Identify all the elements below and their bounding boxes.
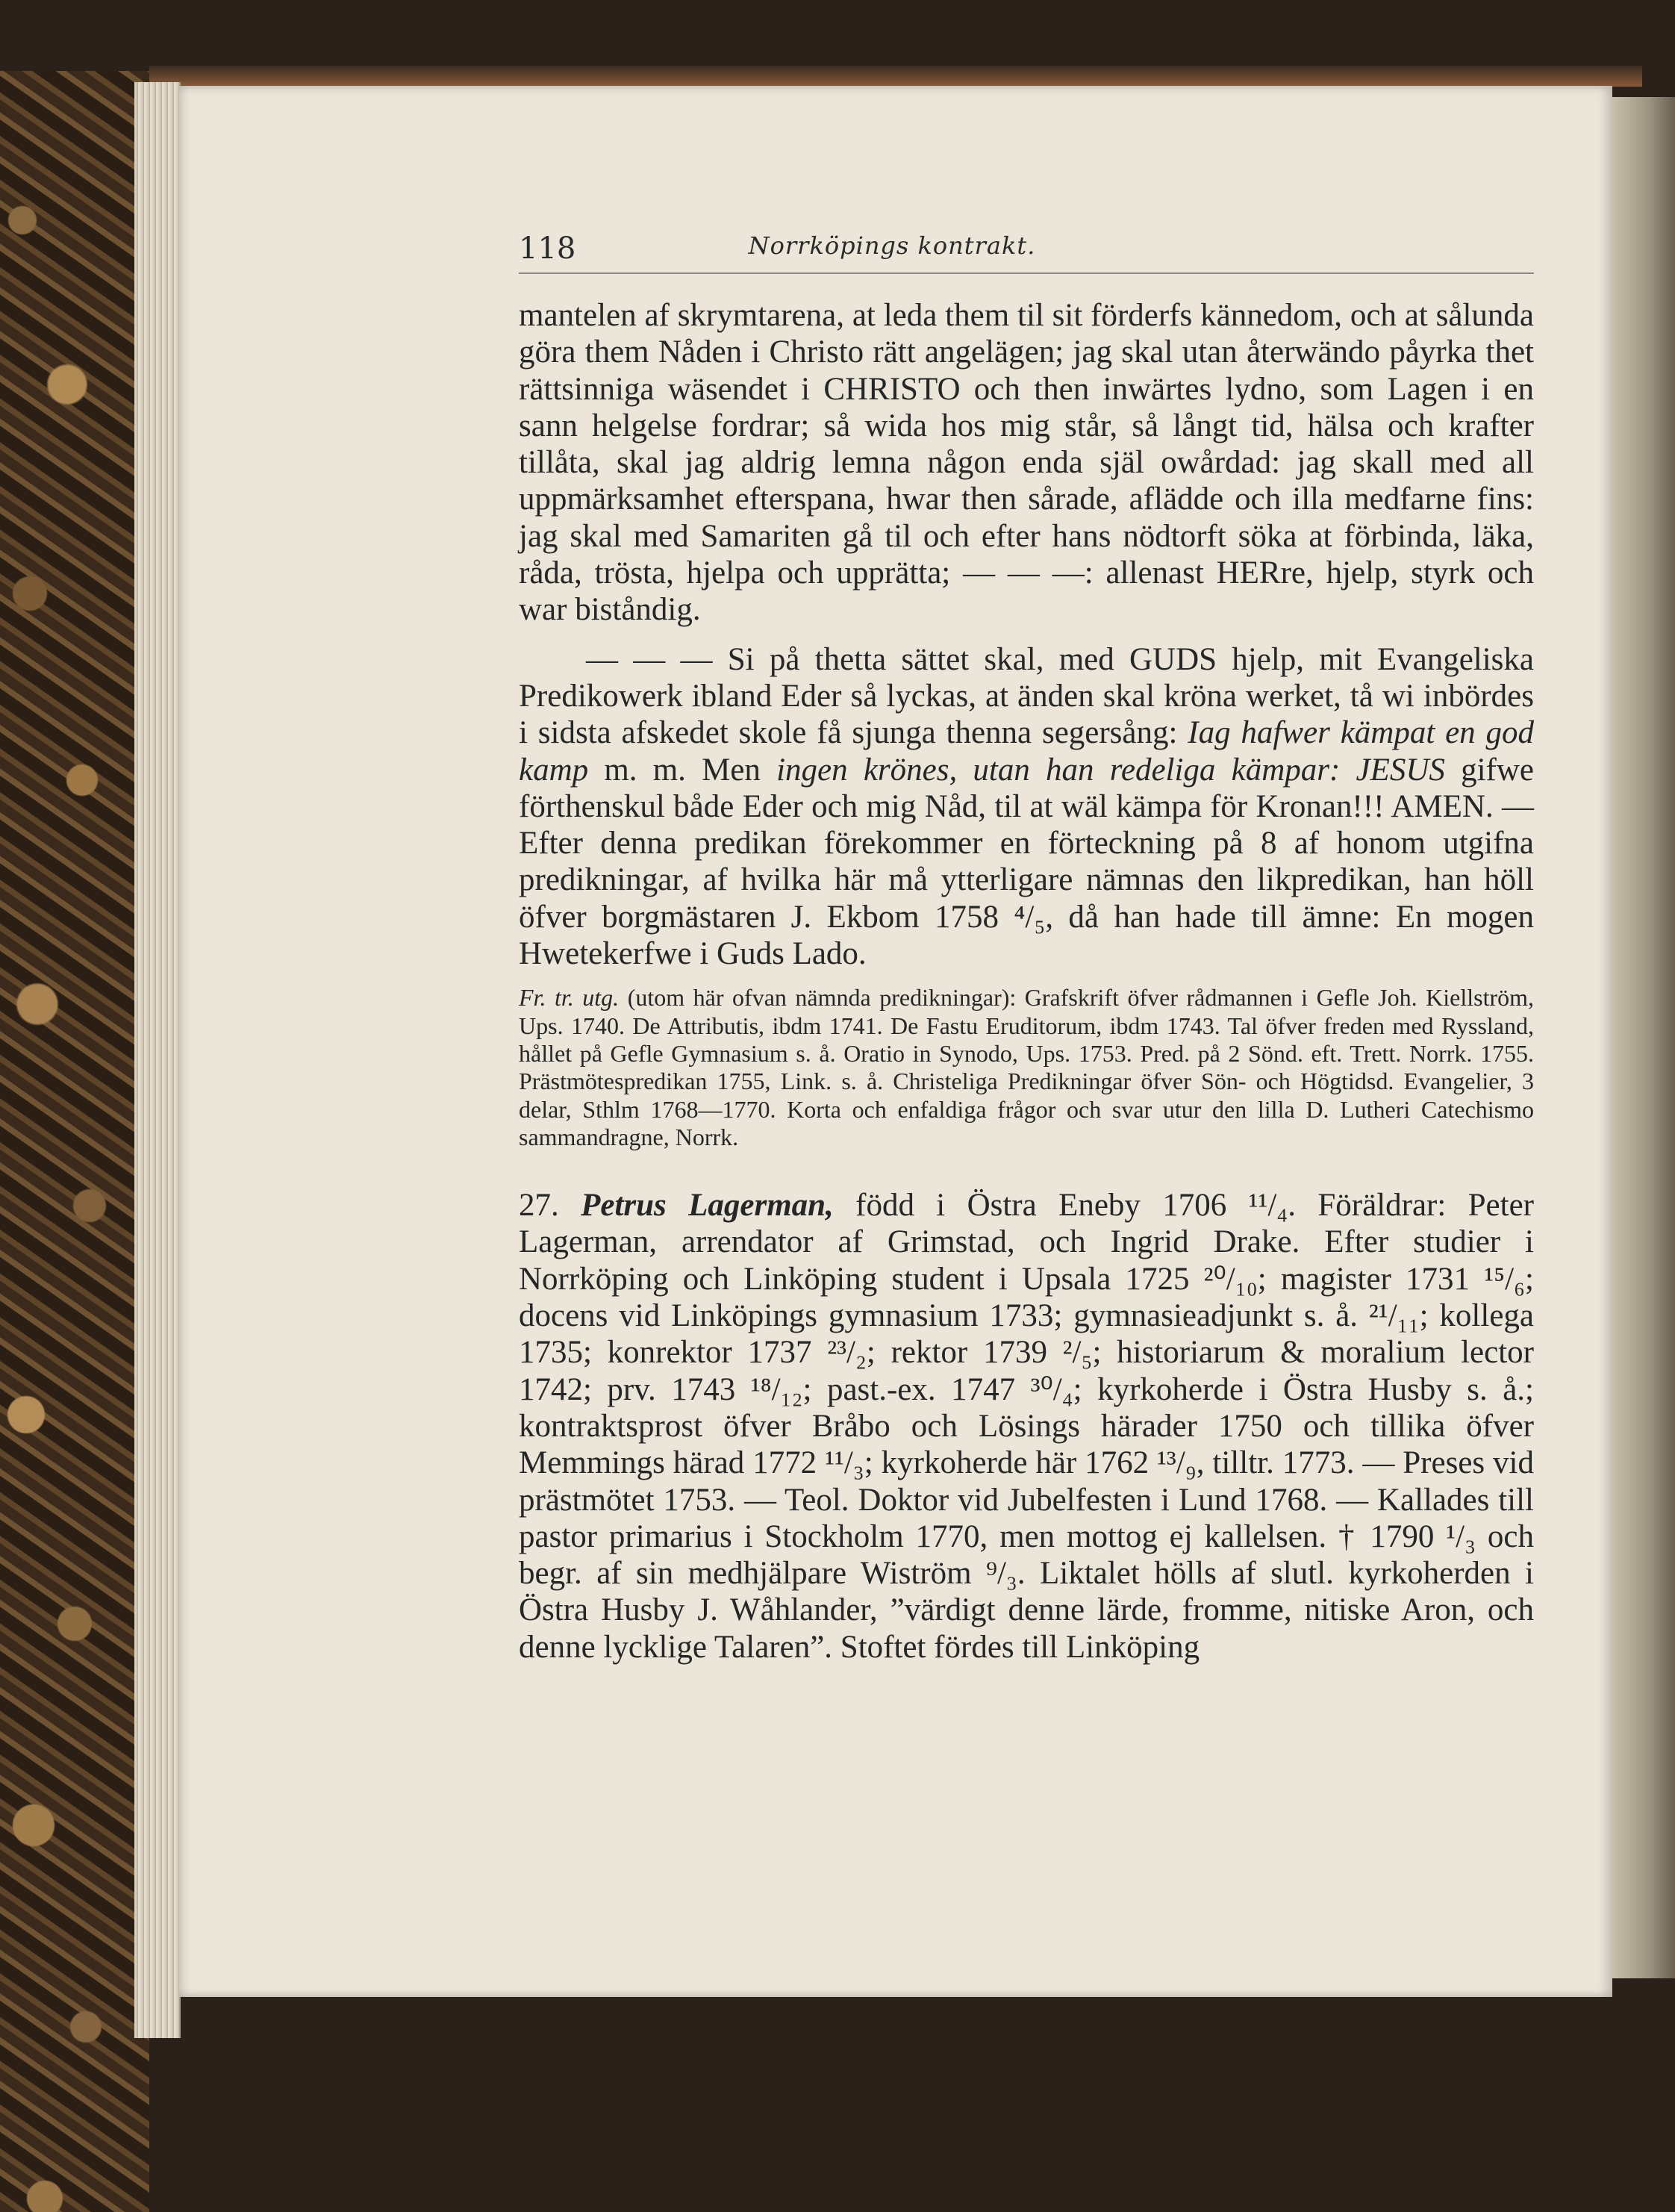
page-stack-edges: [134, 82, 181, 2038]
paragraph-continuation: mantelen af skrymtarena, at leda them til sit förderfs kännedom, och at sålunda göra them Nåden i Christo rätt angelägen; jag skal utan återwändo påyrka thet rättsinniga wäsendet i CHRISTO och then inwärtes lydno, som Lagen i en sann helgelse fordrar; så wida hos mig står, så långt tid, hälsa och krafter tillåta, skal jag aldrig lemna någon enda själ owårdad: jag skall med all uppmärksamhet efterspana, hwar then sårade, aflädde och illa medfarne fins: jag skal med Samariten gå til och efter hans nödtorft söka at förbinda, läka, råda, trösta, hjelpa och upprätta; — — —: allenast HERre, hjelp, styrk och war biståndig.: [519, 298, 1534, 628]
note-text: (utom här ofvan nämnda predikningar): Grafskrift öfver rådmannen i Gefle Joh. Kiellström, Ups. 1740. De Attributis, ibdm 1741. De Fastu Eruditorum, ibdm 1743. Tal öfver freden med Ryssland, hållet på Gefle Gymnasium s. å. Oratio in Synodo, Ups. 1753. Pred. på 2 Sönd. eft. Trett. Norrk. 1755. Prästmötespredikan 1755, Link. s. å. Christeliga Predikningar öfver Sön- och Högtidsd. Evangelier, 3 delar, Sthlm 1768—1770. Korta och enfaldiga frågor och svar utur den lilla D. Lutheri Catechismo sammandragne, Norrk.: [519, 984, 1535, 1150]
note-label: Fr. tr. utg.: [519, 984, 620, 1012]
running-head: Norrköpings kontrakt.: [748, 231, 1036, 260]
book-top-edge: [149, 66, 1642, 87]
entry-number: 27.: [519, 1188, 581, 1224]
facing-page-gutter: [1612, 97, 1675, 1978]
publications-note: [519, 984, 1534, 1151]
entry-name: Petrus Lagerman,: [581, 1188, 834, 1224]
italic-quote: ingen krönes, utan han redeliga kämpar: JESUS: [776, 752, 1445, 788]
marbled-book-cover: [0, 71, 149, 2212]
page-body: [519, 297, 1534, 1666]
text-run: gifwe förthenskul både Eder och mig Nåd, til at wäl kämpa för Kronan!!! AMEN. — Efter denna predikan förekommer en förteckning på 8 af honom utgifna predikningar, af hvilka här må ytterligare nämnas den likpredikan, han höll öfver borgmästaren J. Ekbom 1758 ⁴/₅, då han hade till ämne: En mogen Hwetekerfwe i Guds Lado.: [519, 752, 1534, 972]
italic-quote: Iag hafwer kämpat en god kamp: [519, 715, 1535, 788]
biography-entry: [519, 1187, 1534, 1666]
text-run: m. m. Men: [588, 752, 777, 788]
page-header: [519, 228, 1534, 274]
page-number: 118: [519, 231, 576, 266]
paragraph-sermon-end: [519, 641, 1534, 973]
entry-text: född i Östra Eneby 1706 ¹¹/₄. Föräldrar: Peter Lagerman, arrendator af Grimstad, och Ingrid Drake. Efter studier i Norrköping och Linköping student i Upsala 1725 ²⁰/₁₀; magister 1731 ¹⁵/₆; docens vid Linköpings gymnasium 1733; gymnasieadjunkt s. å. ²¹/₁₁; kollega 1735; konrektor 1737 ²³/₂; rektor 1739 ²/₅; historiarum & moralium lector 1742; prv. 1743 ¹⁸/₁₂; past.-ex. 1747 ³⁰/₄; kyrkoherde i Östra Husby s. å.; kontraktsprost öfver Bråbo och Lösings härader 1750 och tillika öfver Memmings härad 1772 ¹¹/₃; kyrkoherde här 1762 ¹³/₉, tilltr. 1773. — Preses vid prästmötet 1753. — Teol. Doktor vid Jubelfesten i Lund 1768. — Kallades till pastor primarius i Stockholm 1770, men mottog ej kallelsen. † 1790 ¹/₃ och begr. af sin medhjälpare Wiström ⁹/₃. Liktalet hölls af slutl. kyrkoherden i Östra Husby J. Wåhlander, ”värdigt denne lärde, fromme, nitiske Aron, och denne lycklige Talaren”. Stoftet fördes till Linköping: [519, 1188, 1534, 1665]
text-run: — — — Si på thetta sättet skal, med GUDS hjelp, mit Evangeliska Predikowerk ibland Eder så lyckas, at änden skal kröna werket, tå wi inbördes i sidsta afskedet skole få sjunga thenna segersång:: [519, 641, 1534, 751]
